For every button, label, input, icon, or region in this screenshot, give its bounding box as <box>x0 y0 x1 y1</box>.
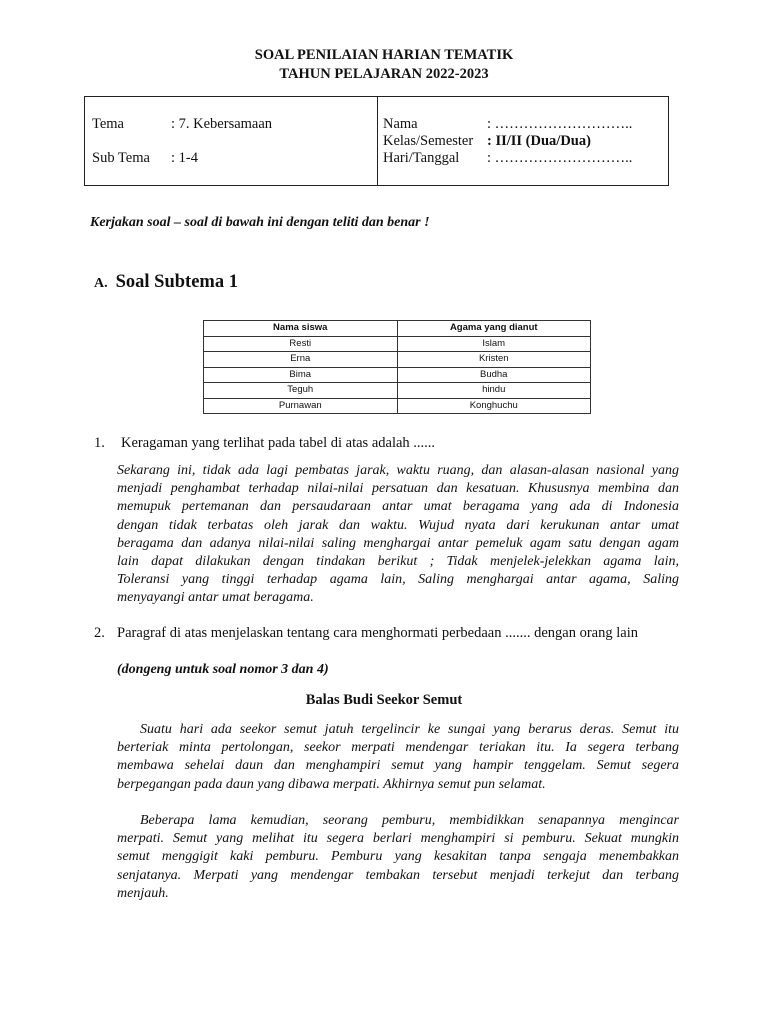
paragraph-line: lain dapat dilakukan dengan tindakan berikut ; Tidak menjelek-jelekkan agama lain, <box>117 554 679 570</box>
nama-label: Nama <box>383 116 418 132</box>
paragraph-line: menyayangi antar umat beragama. <box>117 590 314 606</box>
table-row <box>204 398 591 414</box>
story-line: membawa sehelai daun dan menghampiri semut yang hampir tenggelam. Semut segera <box>117 758 679 774</box>
cell-nama: Bima <box>204 367 398 383</box>
question-2-number: 2. <box>94 625 105 641</box>
cell-agama: Budha <box>397 367 591 383</box>
table-row <box>204 383 591 399</box>
tema-value: : 7. Kebersamaan <box>171 116 273 132</box>
paragraph-line: beragama dan adanya nilai-nilai saling menghargai antar pemeluk agam satu dengan agam <box>117 535 679 551</box>
paragraph-line: menjadi penghambat terhadap nilai-nilai persatuan dan kesatuan. Khususnya membina dan <box>117 481 679 497</box>
paragraph-line: Sekarang ini, tidak ada lagi pembatas jarak, waktu ruang, dan alasan-alasan nasional yang <box>117 463 679 478</box>
instruction-text: Kerjakan soal – soal di bawah ini dengan teliti dan benar ! <box>90 215 430 230</box>
table-row <box>204 336 591 352</box>
paragraph-line: Toleransi yang tinggi terhadap agama lain, Saling menghargai antar agama, Saling <box>117 572 679 588</box>
story-note: (dongeng untuk soal nomor 3 dan 4) <box>117 662 329 677</box>
question-1-number: 1. <box>94 435 105 451</box>
story-paragraph-2 <box>117 812 679 903</box>
story-line: merpati. Semut yang melihat itu segera berlari menghampiri si pemburu. Sekuat mungkin <box>117 831 679 847</box>
section-a-letter: A. <box>94 276 108 291</box>
cell-nama: Resti <box>204 336 398 352</box>
subtema-value: : 1-4 <box>171 150 198 166</box>
question-1-text: Keragaman yang terlihat pada tabel di atas adalah ...... <box>121 435 436 451</box>
story-line: Beberapa lama kemudian, seorang pemburu, membidikkan senapannya mengincar <box>140 813 679 828</box>
col-header-nama: Nama siswa <box>204 321 398 337</box>
cell-agama: Islam <box>397 336 591 352</box>
document-title: SOAL PENILAIAN HARIAN TEMATIK <box>254 47 514 63</box>
reading-paragraph-1 <box>117 462 679 608</box>
story-line: berteriak minta pertolongan, seekor merpati mendengar teriakan itu. Ia segera terbang <box>117 740 679 756</box>
cell-nama: Teguh <box>204 383 398 399</box>
school-year: TAHUN PELAJARAN 2022-2023 <box>279 66 489 82</box>
hari-field: : ……………………….. <box>487 150 633 166</box>
question-2-text: Paragraf di atas menjelaskan tentang cara menghormati perbedaan ....... dengan orang lain <box>117 625 638 641</box>
table-row <box>204 367 591 383</box>
story-title: Balas Budi Seekor Semut <box>305 692 463 708</box>
col-header-agama: Agama yang dianut <box>397 321 591 337</box>
section-a-heading <box>94 272 238 293</box>
story-line: senjatanya. Merpati yang mendengar tembakan tersebut menjadi terkejut dan terbang <box>117 867 679 883</box>
cell-agama: hindu <box>397 383 591 399</box>
student-info-box <box>84 96 669 186</box>
story-line: semut menggigit kaki pemburu. Pemburu yang kesakitan tanpa sengaja menembakkan <box>117 849 679 865</box>
tema-label: Tema <box>92 116 124 132</box>
religion-table <box>203 320 591 414</box>
section-a-title: Soal Subtema 1 <box>115 272 238 292</box>
story-line: berpegangan pada daun yang dibawa merpati. Akhirnya semut pun selamat. <box>117 776 546 792</box>
hari-label: Hari/Tanggal <box>383 150 460 166</box>
story-line: Suatu hari ada seekor semut jatuh tergelincir ke sungai yang berarus deras. Semut itu <box>140 722 679 737</box>
paragraph-line: memupuk pertemanan dan persaudaraan antar umat beragama yang ada di Indonesia <box>117 499 679 515</box>
cell-nama: Purnawan <box>204 398 398 414</box>
table-header-row <box>204 321 591 337</box>
table-row <box>204 352 591 368</box>
subtema-label: Sub Tema <box>92 150 150 166</box>
cell-agama: Konghuchu <box>397 398 591 414</box>
cell-nama: Erna <box>204 352 398 368</box>
story-paragraph-1 <box>117 721 679 794</box>
nama-field: : ……………………….. <box>487 116 633 132</box>
kelas-value: : II/II (Dua/Dua) <box>487 133 591 149</box>
info-box-divider <box>377 97 378 185</box>
kelas-label: Kelas/Semester <box>383 133 474 149</box>
paragraph-line: dengan tidak terbatas oleh jarak dan waktu. Wujud nyata dari kerukunan antar umat <box>117 517 679 533</box>
story-line: menjauh. <box>117 885 169 901</box>
cell-agama: Kristen <box>397 352 591 368</box>
